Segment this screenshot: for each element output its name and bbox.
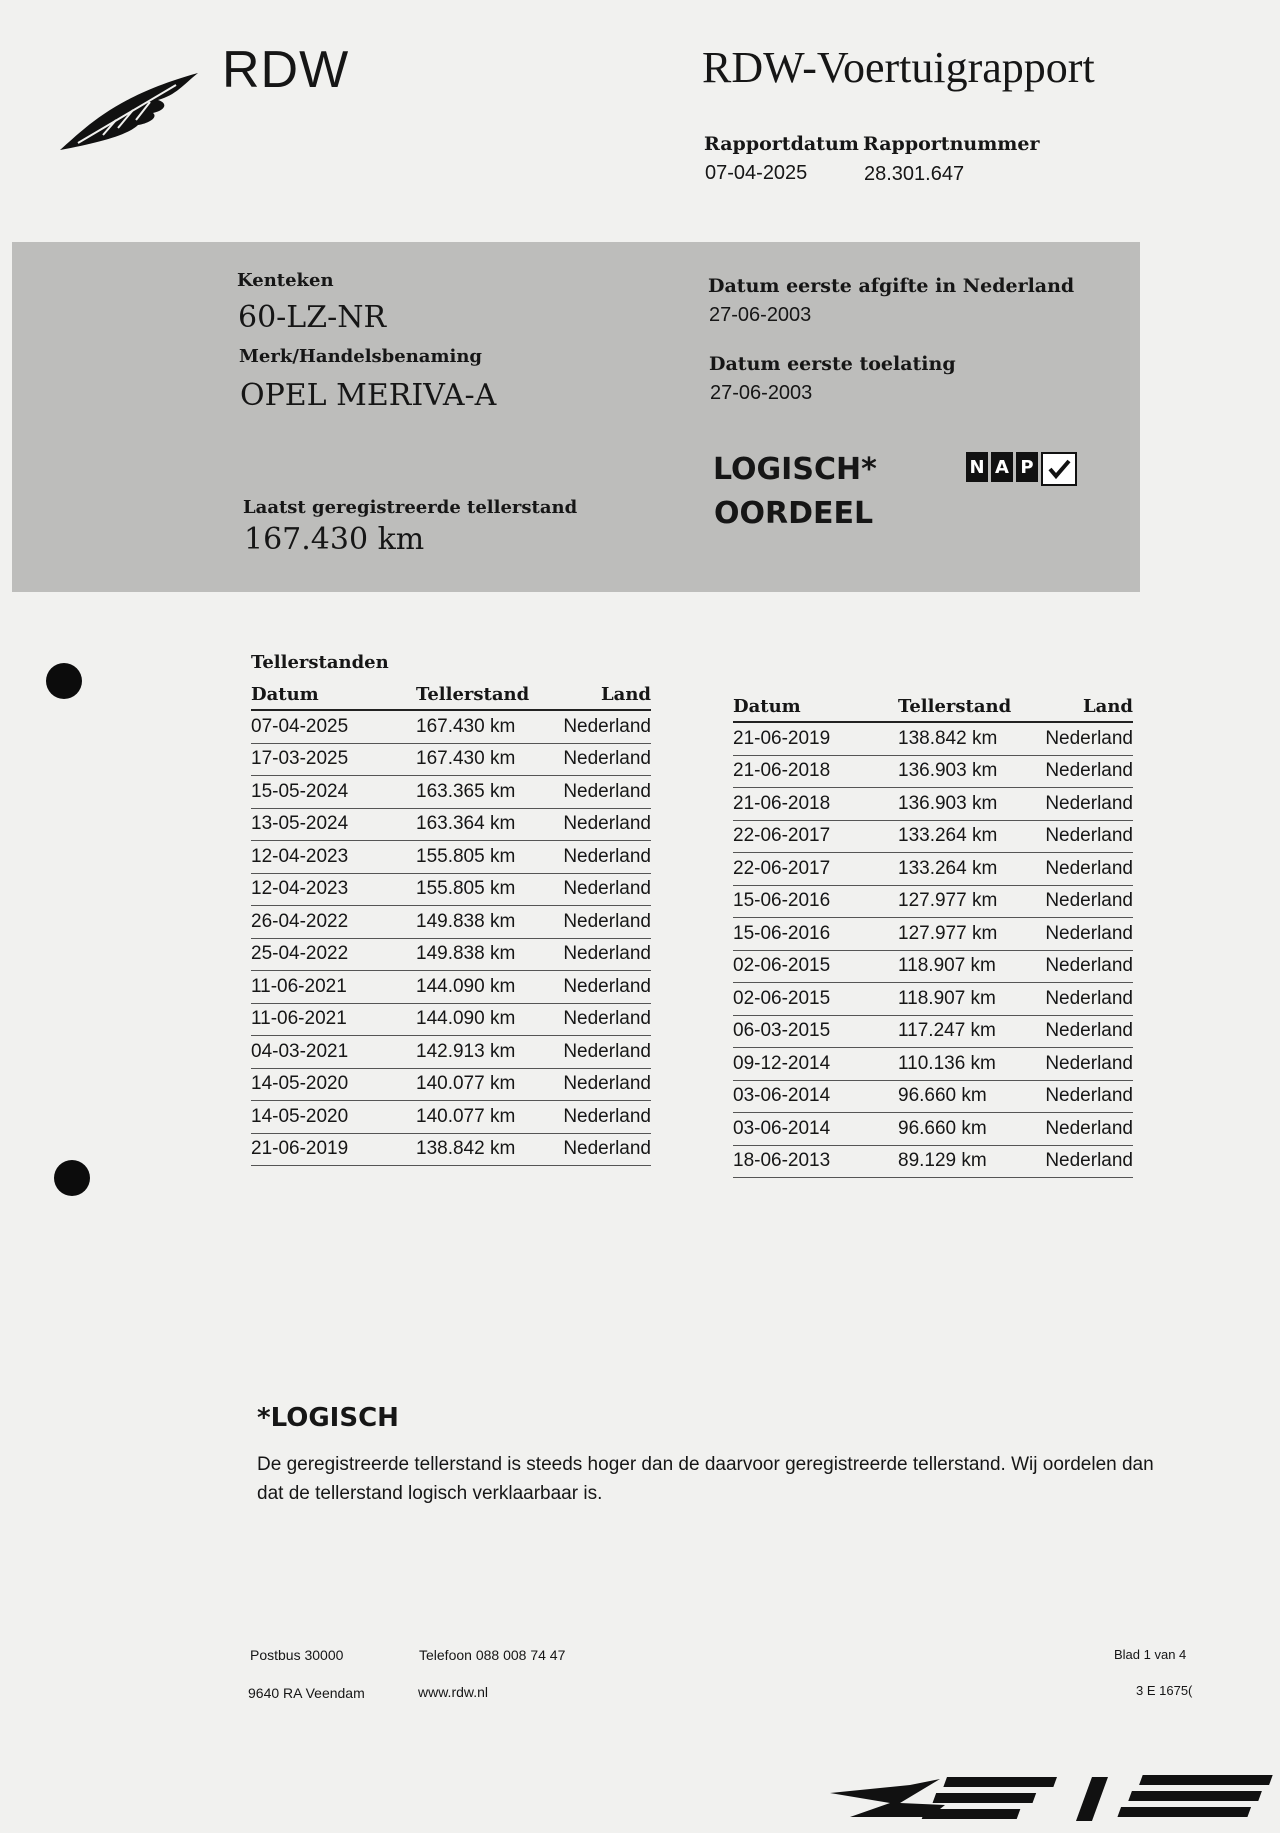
cell-tellerstand: 144.090 km	[416, 971, 556, 1004]
punch-hole-top	[46, 663, 82, 699]
cell-land: Nederland	[1038, 1048, 1133, 1081]
table-row	[251, 776, 651, 809]
cell-land: Nederland	[1038, 950, 1133, 983]
cell-tellerstand: 138.842 km	[416, 1133, 556, 1166]
cell-datum: 09-12-2014	[733, 1048, 898, 1081]
cell-land: Nederland	[1038, 885, 1133, 918]
cell-datum: 22-06-2017	[733, 820, 898, 853]
cell-land: Nederland	[556, 776, 651, 809]
tellerstanden-table-left	[251, 682, 651, 1166]
cell-datum: 12-04-2023	[251, 841, 416, 874]
cell-tellerstand: 140.077 km	[416, 1101, 556, 1134]
cell-datum: 11-06-2021	[251, 971, 416, 1004]
cell-tellerstand: 110.136 km	[898, 1048, 1038, 1081]
col-land: Land	[556, 682, 651, 710]
logisch-note-title: *LOGISCH	[257, 1403, 399, 1433]
table-row	[733, 853, 1133, 886]
kenteken-value: 60-LZ-NR	[238, 300, 387, 335]
cell-datum: 06-03-2015	[733, 1015, 898, 1048]
nap-letter-p: P	[1016, 452, 1038, 482]
cell-tellerstand: 96.660 km	[898, 1080, 1038, 1113]
logisch-note-text: De geregistreerde tellerstand is steeds hoger dan de daarvoor geregistreerde tellerstand. Wij oordelen dan dat de tellerstand logisch verklaarbaar is.	[257, 1454, 1154, 1504]
table-row	[733, 885, 1133, 918]
col-datum: Datum	[733, 694, 898, 722]
table-row	[251, 1036, 651, 1069]
cell-tellerstand: 118.907 km	[898, 983, 1038, 1016]
teller-value: 167.430 km	[244, 522, 425, 557]
col-tellerstand: Tellerstand	[416, 682, 556, 710]
merk-value: OPEL MERIVA-A	[240, 378, 497, 413]
oordeel-label: OORDEEL	[714, 496, 874, 531]
table-row	[733, 1048, 1133, 1081]
cell-land: Nederland	[556, 906, 651, 939]
col-datum: Datum	[251, 682, 416, 710]
cell-land: Nederland	[1038, 983, 1133, 1016]
table-row	[251, 971, 651, 1004]
decorative-stripes-icon	[790, 1755, 1280, 1830]
cell-land: Nederland	[556, 1003, 651, 1036]
cell-land: Nederland	[556, 743, 651, 776]
afgifte-value: 27-06-2003	[709, 304, 812, 326]
table-row	[251, 938, 651, 971]
cell-land: Nederland	[1038, 722, 1133, 755]
cell-datum: 03-06-2014	[733, 1080, 898, 1113]
cell-datum: 17-03-2025	[251, 743, 416, 776]
table-row	[733, 1080, 1133, 1113]
cell-datum: 03-06-2014	[733, 1113, 898, 1146]
rdw-logo-text: RDW	[222, 41, 350, 99]
cell-datum: 12-04-2023	[251, 873, 416, 906]
cell-tellerstand: 89.129 km	[898, 1145, 1038, 1178]
cell-tellerstand: 133.264 km	[898, 853, 1038, 886]
cell-tellerstand: 136.903 km	[898, 755, 1038, 788]
tellerstanden-title: Tellerstanden	[251, 652, 389, 673]
cell-land: Nederland	[556, 1133, 651, 1166]
cell-tellerstand: 163.364 km	[416, 808, 556, 841]
cell-tellerstand: 138.842 km	[898, 722, 1038, 755]
table-row	[251, 808, 651, 841]
merk-label: Merk/Handelsbenaming	[239, 346, 483, 367]
cell-land: Nederland	[556, 971, 651, 1004]
nap-badge	[966, 452, 1077, 488]
cell-tellerstand: 127.977 km	[898, 918, 1038, 951]
cell-land: Nederland	[1038, 788, 1133, 821]
cell-tellerstand: 118.907 km	[898, 950, 1038, 983]
cell-land: Nederland	[556, 808, 651, 841]
table-row	[251, 743, 651, 776]
cell-land: Nederland	[556, 841, 651, 874]
table-row	[251, 841, 651, 874]
cell-datum: 21-06-2018	[733, 755, 898, 788]
cell-datum: 15-06-2016	[733, 918, 898, 951]
cell-tellerstand: 167.430 km	[416, 710, 556, 743]
footer-website: www.rdw.nl	[418, 1684, 489, 1700]
cell-tellerstand: 127.977 km	[898, 885, 1038, 918]
footer-code: 3 E 1675(	[1136, 1683, 1193, 1698]
cell-datum: 21-06-2018	[733, 788, 898, 821]
cell-tellerstand: 117.247 km	[898, 1015, 1038, 1048]
afgifte-label: Datum eerste afgifte in Nederland	[708, 275, 1075, 297]
cell-land: Nederland	[556, 1036, 651, 1069]
cell-datum: 04-03-2021	[251, 1036, 416, 1069]
cell-datum: 14-05-2020	[251, 1101, 416, 1134]
table-row	[251, 1003, 651, 1036]
oordeel-logisch: LOGISCH*	[713, 452, 877, 487]
tellerstanden-table-right	[733, 694, 1133, 1178]
table-row	[733, 918, 1133, 951]
cell-land: Nederland	[1038, 1080, 1133, 1113]
cell-datum: 07-04-2025	[251, 710, 416, 743]
cell-datum: 15-05-2024	[251, 776, 416, 809]
cell-datum: 15-06-2016	[733, 885, 898, 918]
footer-postbus: Postbus 30000	[250, 1647, 344, 1663]
table-row	[733, 788, 1133, 821]
cell-tellerstand: 155.805 km	[416, 841, 556, 874]
footer-page-number: Blad 1 van 4	[1114, 1647, 1187, 1662]
table-row	[251, 710, 651, 743]
cell-land: Nederland	[1038, 918, 1133, 951]
cell-tellerstand: 167.430 km	[416, 743, 556, 776]
col-tellerstand: Tellerstand	[898, 694, 1038, 722]
teller-label: Laatst geregistreerde tellerstand	[243, 497, 578, 518]
cell-datum: 14-05-2020	[251, 1068, 416, 1101]
nap-letter-n: N	[966, 452, 988, 482]
cell-datum: 26-04-2022	[251, 906, 416, 939]
cell-land: Nederland	[1038, 1145, 1133, 1178]
cell-datum: 18-06-2013	[733, 1145, 898, 1178]
cell-datum: 13-05-2024	[251, 808, 416, 841]
table-row	[251, 873, 651, 906]
table-row	[251, 1068, 651, 1101]
table-row	[251, 1133, 651, 1166]
col-land: Land	[1038, 694, 1133, 722]
cell-datum: 22-06-2017	[733, 853, 898, 886]
rapportnummer-label: Rapportnummer	[863, 133, 1040, 155]
cell-tellerstand: 136.903 km	[898, 788, 1038, 821]
cell-tellerstand: 140.077 km	[416, 1068, 556, 1101]
cell-land: Nederland	[1038, 1113, 1133, 1146]
toelating-value: 27-06-2003	[710, 382, 813, 404]
cell-tellerstand: 96.660 km	[898, 1113, 1038, 1146]
toelating-label: Datum eerste toelating	[709, 353, 956, 375]
cell-datum: 21-06-2019	[733, 722, 898, 755]
cell-tellerstand: 144.090 km	[416, 1003, 556, 1036]
rapportnummer-value: 28.301.647	[864, 163, 965, 185]
table-row	[733, 755, 1133, 788]
report-title: RDW-Voertuigrapport	[702, 43, 1095, 92]
table-row	[251, 1101, 651, 1134]
cell-land: Nederland	[1038, 1015, 1133, 1048]
cell-tellerstand: 149.838 km	[416, 938, 556, 971]
cell-datum: 21-06-2019	[251, 1133, 416, 1166]
rapportdatum-value: 07-04-2025	[705, 162, 808, 184]
table-row	[733, 1145, 1133, 1178]
cell-tellerstand: 133.264 km	[898, 820, 1038, 853]
cell-land: Nederland	[1038, 820, 1133, 853]
cell-datum: 11-06-2021	[251, 1003, 416, 1036]
punch-hole-bottom	[54, 1160, 90, 1196]
cell-land: Nederland	[1038, 755, 1133, 788]
cell-tellerstand: 142.913 km	[416, 1036, 556, 1069]
cell-datum: 02-06-2015	[733, 950, 898, 983]
kenteken-label: Kenteken	[237, 270, 334, 291]
rapportdatum-label: Rapportdatum	[704, 133, 859, 155]
nap-letter-a: A	[991, 452, 1013, 482]
cell-land: Nederland	[556, 938, 651, 971]
cell-land: Nederland	[556, 873, 651, 906]
table-row	[733, 983, 1133, 1016]
table-row	[733, 820, 1133, 853]
cell-datum: 25-04-2022	[251, 938, 416, 971]
table-row	[251, 906, 651, 939]
cell-land: Nederland	[556, 1101, 651, 1134]
checkmark-icon	[1041, 452, 1077, 486]
table-row	[733, 1113, 1133, 1146]
rdw-feather-logo-icon	[58, 65, 208, 155]
cell-tellerstand: 149.838 km	[416, 906, 556, 939]
cell-tellerstand: 163.365 km	[416, 776, 556, 809]
table-row	[733, 950, 1133, 983]
table-row	[733, 1015, 1133, 1048]
cell-datum: 02-06-2015	[733, 983, 898, 1016]
footer-address: 9640 RA Veendam	[248, 1685, 365, 1701]
cell-land: Nederland	[556, 710, 651, 743]
table-row	[733, 722, 1133, 755]
cell-tellerstand: 155.805 km	[416, 873, 556, 906]
footer-phone: Telefoon 088 008 74 47	[419, 1647, 566, 1663]
cell-land: Nederland	[556, 1068, 651, 1101]
cell-land: Nederland	[1038, 853, 1133, 886]
